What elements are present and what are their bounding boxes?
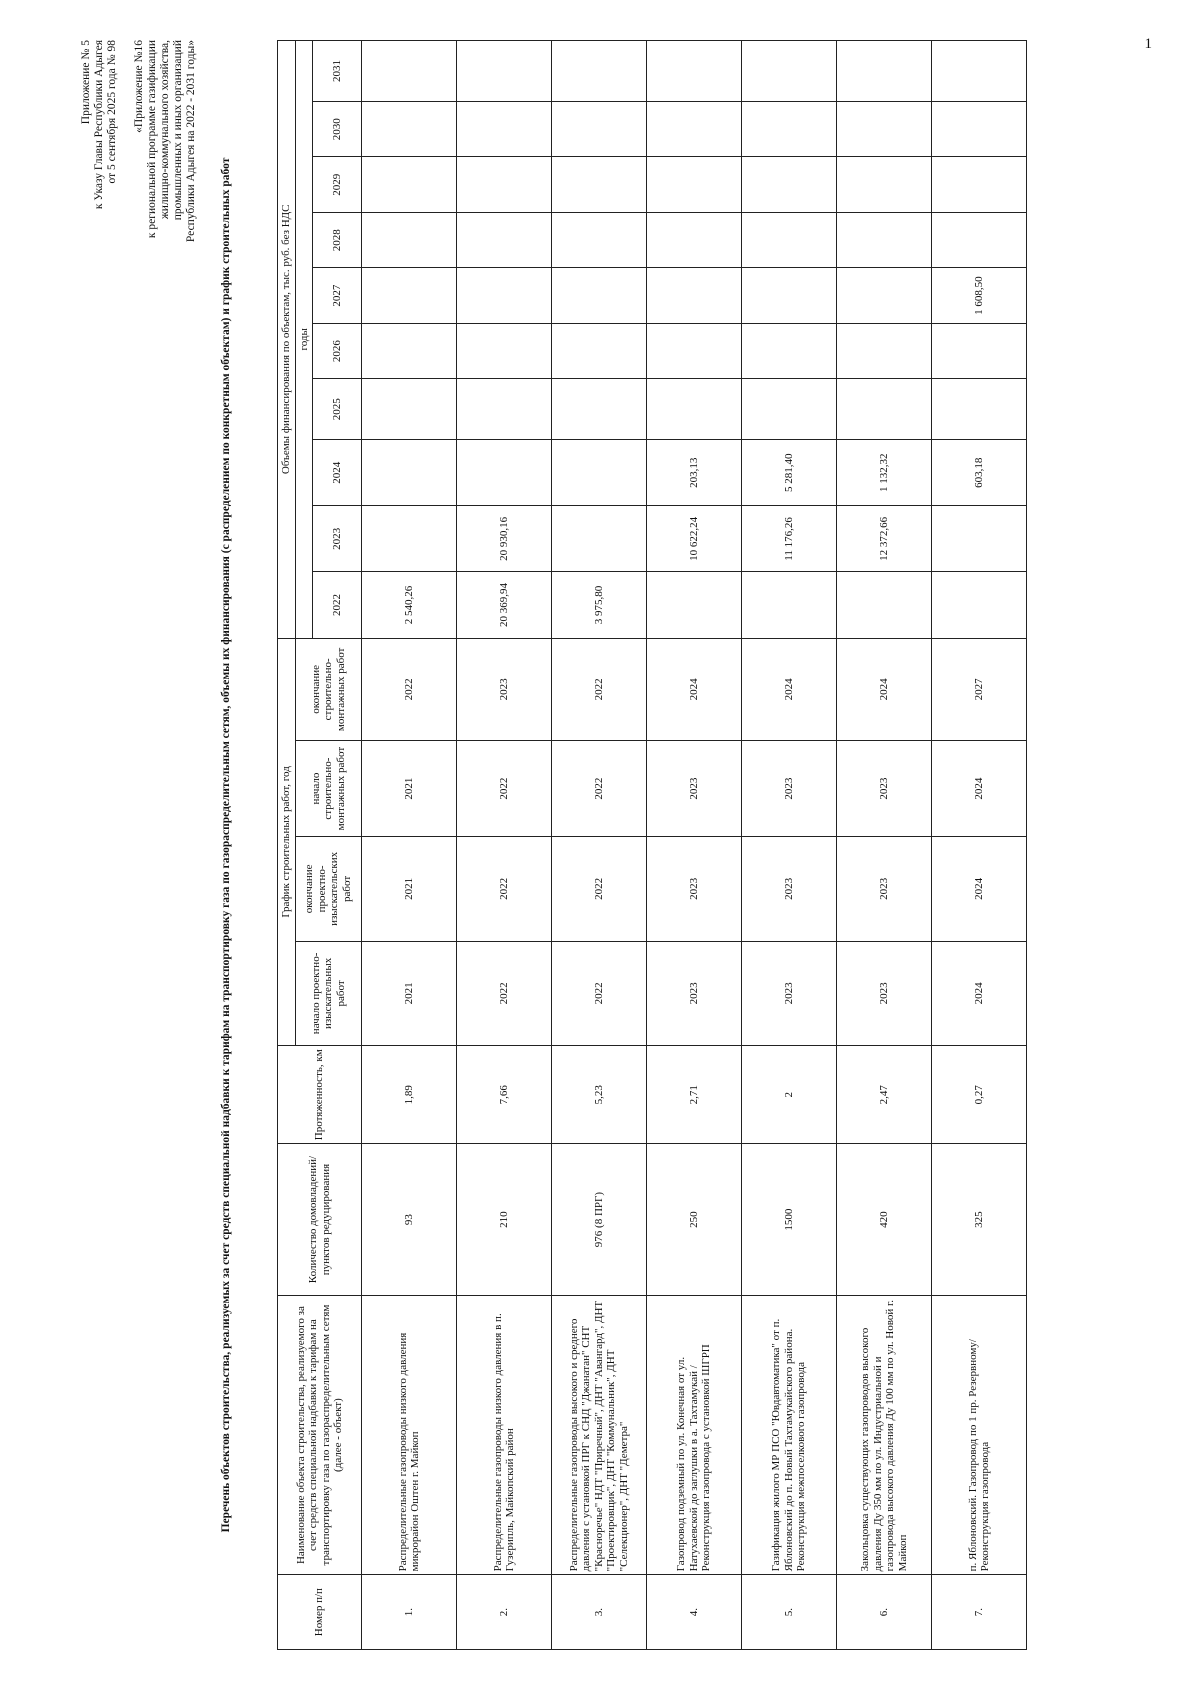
cell-funding-2030 <box>932 102 1027 157</box>
cell-design-end: 2021 <box>362 837 457 942</box>
cell-funding-2023 <box>932 506 1027 572</box>
cell-length: 5,23 <box>552 1046 647 1144</box>
header-schedule-group: График строительных работ, год <box>278 638 296 1046</box>
page-number: 1 <box>1144 36 1152 52</box>
header-year-2031: 2031 <box>313 41 362 102</box>
cell-funding-2029 <box>362 157 457 212</box>
header-line: Республики Адыгея на 2022 - 2031 годы» <box>185 40 197 243</box>
cell-funding-2029 <box>647 157 742 212</box>
header-length: Протяженность, км <box>278 1046 362 1144</box>
cell-construction-start: 2022 <box>457 741 552 837</box>
cell-construction-start: 2023 <box>742 741 837 837</box>
header-year-2024: 2024 <box>313 440 362 506</box>
cell-design-start: 2023 <box>742 941 837 1046</box>
cell-funding-2026 <box>647 323 742 378</box>
cell-funding-2027 <box>362 268 457 323</box>
cell-funding-2027 <box>647 268 742 323</box>
cell-funding-2028 <box>647 212 742 267</box>
appendix-reference <box>80 40 119 242</box>
table-row <box>647 41 742 1650</box>
cell-funding-2030 <box>362 102 457 157</box>
cell-construction-end: 2022 <box>362 638 457 740</box>
cell-funding-2025 <box>362 379 457 440</box>
cell-length: 0,27 <box>932 1046 1027 1144</box>
header-name: Наименование объекта строительства, реализуемого за счет средств специальной надбавки к тарифам на транспортировку газа по газораспределительным сетям (далее - объект) <box>278 1295 362 1575</box>
cell-name: Газопровод подземный по ул. Конечная от ул. Натухаевской до заглушки в а. Тахтамукай /Реконструкция газопровода с установкой ШГРП <box>647 1295 742 1575</box>
cell-name: Распределительные газопроводы высокого и среднего давления с установкой ПРГ к СНД "Джанатан" СНТ "Красноречье" НДТ "Приречный", ДНТ "Авангард", ДНТ "Проектировщик", ДНТ "Коммунальник", ДНТ "Селекционер", ДНТ "Деметра" <box>552 1295 647 1575</box>
header-design-end: окончание проектно-изыскательских работ <box>295 837 362 942</box>
header-line: промышленных и иных организаций <box>172 40 184 221</box>
header-year-2029: 2029 <box>313 157 362 212</box>
cell-funding-2030 <box>837 102 932 157</box>
table-body <box>362 41 1027 1650</box>
cell-number: 1. <box>362 1575 457 1650</box>
cell-funding-2025 <box>647 379 742 440</box>
cell-length: 2,71 <box>647 1046 742 1144</box>
table-row <box>552 41 647 1650</box>
cell-funding-2024: 203,13 <box>647 440 742 506</box>
cell-name: Распределительные газопроводы низкого давления в п. Гузерипль, Майкопский район <box>457 1295 552 1575</box>
header-years-label: годы <box>295 41 313 639</box>
cell-design-end: 2024 <box>932 837 1027 942</box>
table-row <box>362 41 457 1650</box>
table-row <box>837 41 932 1650</box>
header-year-2028: 2028 <box>313 212 362 267</box>
cell-construction-end: 2024 <box>647 638 742 740</box>
cell-funding-2029 <box>837 157 932 212</box>
cell-funding-2029 <box>932 157 1027 212</box>
cell-funding-2023 <box>552 506 647 572</box>
header-year-2025: 2025 <box>313 379 362 440</box>
cell-funding-2031 <box>932 41 1027 102</box>
header-number: Номер п/п <box>278 1575 362 1650</box>
cell-funding-2025 <box>552 379 647 440</box>
cell-number: 6. <box>837 1575 932 1650</box>
cell-name: Газификация жилого МР ПСО "Ювдавтоматика" от п. Яблоновский до п. Новый Тахтамукайского района. Реконструкция межпоселкового газопровода <box>742 1295 837 1575</box>
cell-number: 7. <box>932 1575 1027 1650</box>
cell-construction-end: 2027 <box>932 638 1027 740</box>
cell-households: 1500 <box>742 1144 837 1295</box>
cell-design-end: 2022 <box>552 837 647 942</box>
cell-design-start: 2021 <box>362 941 457 1046</box>
cell-design-start: 2024 <box>932 941 1027 1046</box>
cell-funding-2022: 20 369,94 <box>457 572 552 638</box>
cell-length: 1,89 <box>362 1046 457 1144</box>
cell-number: 4. <box>647 1575 742 1650</box>
header-line: «Приложение №16 <box>133 40 145 133</box>
cell-funding-2022 <box>837 572 932 638</box>
cell-funding-2022: 3 975,80 <box>552 572 647 638</box>
header-line: Приложение № 5 <box>80 40 92 125</box>
cell-design-start: 2022 <box>552 941 647 1046</box>
header-year-2023: 2023 <box>313 506 362 572</box>
cell-funding-2031 <box>362 41 457 102</box>
cell-design-end: 2022 <box>457 837 552 942</box>
cell-construction-end: 2024 <box>742 638 837 740</box>
cell-households: 210 <box>457 1144 552 1295</box>
cell-funding-2025 <box>742 379 837 440</box>
cell-funding-2026 <box>552 323 647 378</box>
header-year-2027: 2027 <box>313 268 362 323</box>
cell-funding-2024: 603,18 <box>932 440 1027 506</box>
cell-number: 2. <box>457 1575 552 1650</box>
cell-funding-2026 <box>362 323 457 378</box>
document-title: Перечень объектов строительства, реализуемых за счет средств специальной надбавки к тарифам на транспортировку газа по газораспределительным сетям, объемы их финансирования (с распределением по конкретным объектам) и график строительных работ <box>220 157 232 1533</box>
table-row <box>742 41 837 1650</box>
cell-funding-2027 <box>837 268 932 323</box>
cell-construction-end: 2024 <box>837 638 932 740</box>
cell-funding-2029 <box>552 157 647 212</box>
appendix-header <box>80 40 198 242</box>
cell-length: 7,66 <box>457 1046 552 1144</box>
cell-funding-2023 <box>362 506 457 572</box>
program-reference <box>133 40 198 242</box>
cell-funding-2031 <box>837 41 932 102</box>
cell-design-end: 2023 <box>742 837 837 942</box>
header-line: к Указу Главы Республики Адыгея <box>93 40 105 210</box>
cell-number: 5. <box>742 1575 837 1650</box>
cell-funding-2024 <box>552 440 647 506</box>
cell-funding-2030 <box>647 102 742 157</box>
cell-funding-2028 <box>552 212 647 267</box>
cell-funding-2027 <box>552 268 647 323</box>
cell-households: 325 <box>932 1144 1027 1295</box>
header-households: Количество домовладений/пунктов редуцирования <box>278 1144 362 1295</box>
cell-funding-2024: 5 281,40 <box>742 440 837 506</box>
cell-number: 3. <box>552 1575 647 1650</box>
cell-funding-2023: 10 622,24 <box>647 506 742 572</box>
rotated-landscape-page <box>80 40 1130 1650</box>
cell-funding-2026 <box>742 323 837 378</box>
cell-funding-2025 <box>837 379 932 440</box>
cell-length: 2 <box>742 1046 837 1144</box>
cell-construction-start: 2024 <box>932 741 1027 837</box>
cell-design-start: 2023 <box>837 941 932 1046</box>
cell-construction-end: 2022 <box>552 638 647 740</box>
cell-funding-2028 <box>932 212 1027 267</box>
cell-funding-2028 <box>837 212 932 267</box>
cell-funding-2022 <box>932 572 1027 638</box>
cell-funding-2029 <box>457 157 552 212</box>
header-design-start: начало проектно-изыскательных работ <box>295 941 362 1046</box>
cell-length: 2,47 <box>837 1046 932 1144</box>
cell-funding-2030 <box>457 102 552 157</box>
cell-funding-2023: 12 372,66 <box>837 506 932 572</box>
cell-construction-start: 2021 <box>362 741 457 837</box>
cell-funding-2026 <box>932 323 1027 378</box>
cell-funding-2024 <box>457 440 552 506</box>
cell-funding-2022 <box>647 572 742 638</box>
cell-funding-2024: 1 132,32 <box>837 440 932 506</box>
cell-name: Распределительные газопроводы низкого давления микрорайон Оштен г. Майкоп <box>362 1295 457 1575</box>
cell-funding-2028 <box>362 212 457 267</box>
cell-households: 93 <box>362 1144 457 1295</box>
cell-funding-2023: 11 176,26 <box>742 506 837 572</box>
cell-funding-2031 <box>647 41 742 102</box>
cell-construction-start: 2023 <box>837 741 932 837</box>
cell-design-start: 2023 <box>647 941 742 1046</box>
cell-funding-2030 <box>742 102 837 157</box>
header-year-2030: 2030 <box>313 102 362 157</box>
cell-households: 420 <box>837 1144 932 1295</box>
cell-name: п. Яблоновский. Газопровод по 1 пр. Резервному/Реконструкция газопровода <box>932 1295 1027 1575</box>
cell-funding-2023: 20 930,16 <box>457 506 552 572</box>
header-year-2022: 2022 <box>313 572 362 638</box>
cell-funding-2031 <box>552 41 647 102</box>
cell-funding-2024 <box>362 440 457 506</box>
header-funding-group: Объемы финансирования по объектам, тыс. руб. без НДС <box>278 41 296 639</box>
cell-funding-2029 <box>742 157 837 212</box>
cell-funding-2028 <box>742 212 837 267</box>
header-line: от 5 сентября 2025 года № 98 <box>106 40 118 184</box>
construction-table <box>277 40 1027 1650</box>
cell-funding-2030 <box>552 102 647 157</box>
cell-funding-2027 <box>742 268 837 323</box>
header-construction-end: окончание строительно-монтажных работ <box>295 638 362 740</box>
cell-funding-2025 <box>457 379 552 440</box>
header-year-2026: 2026 <box>313 323 362 378</box>
cell-construction-end: 2023 <box>457 638 552 740</box>
cell-name: Закольцовка существующих газопроводов высокого давления Ду 350 мм по ул. Индустриальной и газопровода высокого давления Ду 100 мм по ул. Новой г. Майкоп <box>837 1295 932 1575</box>
header-line: жилищно-коммунального хозяйства, <box>159 40 171 220</box>
cell-funding-2026 <box>457 323 552 378</box>
cell-funding-2022: 2 540,26 <box>362 572 457 638</box>
cell-households: 976 (8 ПРГ) <box>552 1144 647 1295</box>
table-row <box>457 41 552 1650</box>
cell-design-start: 2022 <box>457 941 552 1046</box>
cell-funding-2022 <box>742 572 837 638</box>
cell-design-end: 2023 <box>647 837 742 942</box>
cell-funding-2026 <box>837 323 932 378</box>
cell-funding-2027: 1 608,50 <box>932 268 1027 323</box>
header-construction-start: начало строительно-монтажных работ <box>295 741 362 837</box>
cell-funding-2031 <box>742 41 837 102</box>
cell-funding-2028 <box>457 212 552 267</box>
cell-funding-2025 <box>932 379 1027 440</box>
cell-design-end: 2023 <box>837 837 932 942</box>
cell-construction-start: 2022 <box>552 741 647 837</box>
cell-construction-start: 2023 <box>647 741 742 837</box>
cell-funding-2027 <box>457 268 552 323</box>
cell-households: 250 <box>647 1144 742 1295</box>
table-row <box>932 41 1027 1650</box>
header-line: к региональной программе газификации <box>146 40 158 239</box>
cell-funding-2031 <box>457 41 552 102</box>
